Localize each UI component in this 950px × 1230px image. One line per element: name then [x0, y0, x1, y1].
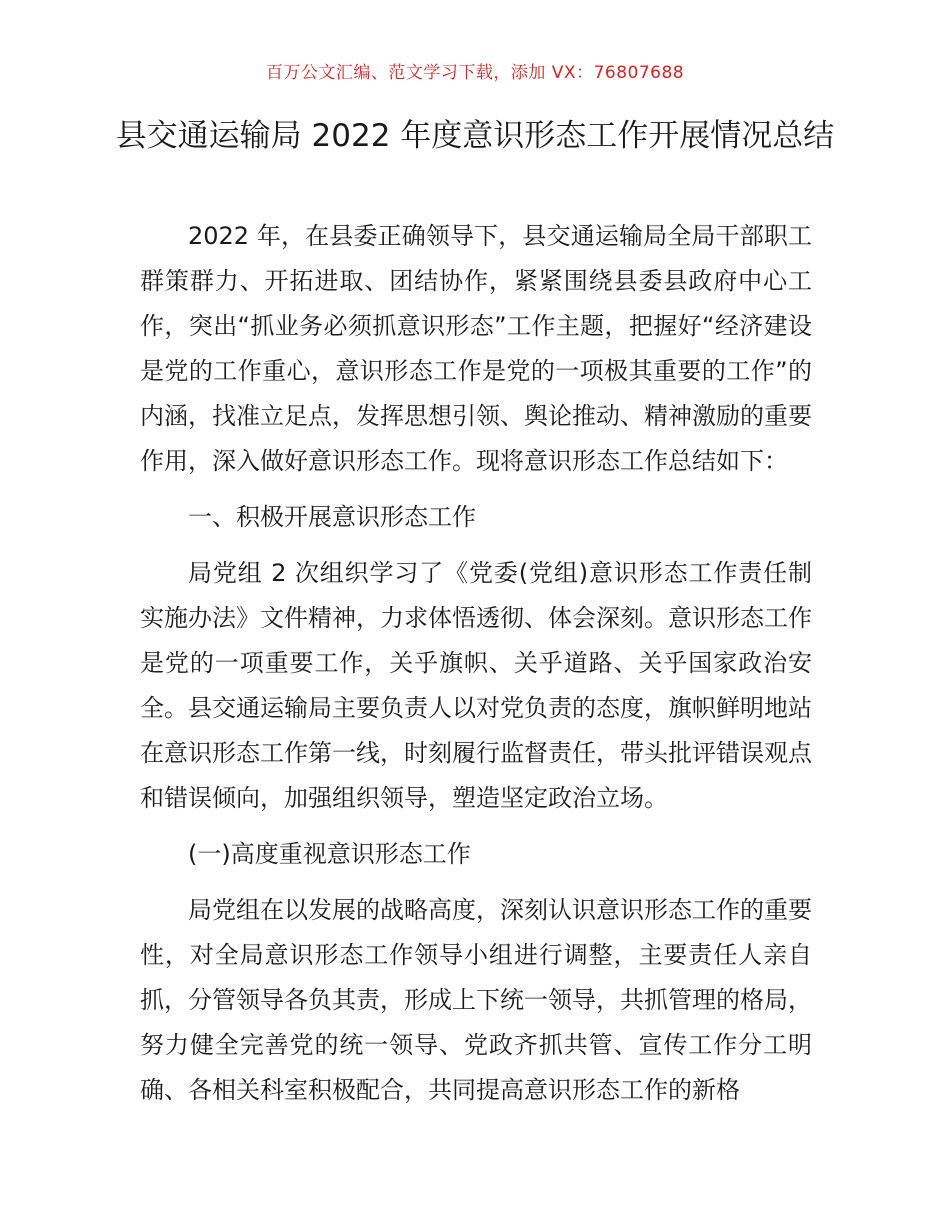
section-heading-1: 一、积极开展意识形态工作 [188, 503, 476, 531]
paragraph-section-1: 局党组 2 次组织学习了《党委(党组)意识形态工作责任制实施办法》文件精神，力求体悟透彻、体会深刻。意识形态工作是党的一项重要工作，关乎旗帜、关乎道路、关乎国家政治安全。县交通运输局主要负责人以对党负责的态度，旗帜鲜明地站在意识形态工作第一线，时刻履行监督责任，带头批评错误观点和错误倾向，加强组织领导，塑造坚定政治立场。 [140, 559, 812, 812]
header-watermark-note: 百万公文汇编、范文学习下载，添加 VX：76807688 [265, 63, 685, 83]
document-title: 县交通运输局 2022 年度意识形态工作开展情况总结 [115, 118, 835, 154]
paragraph-subsection-1: 局党组在以发展的战略高度，深刻认识意识形态工作的重要性，对全局意识形态工作领导小组进行调整，主要责任人亲自抓，分管领导各负其责，形成上下统一领导，共抓管理的格局，努力健全完善党的统一领导、党政齐抓共管、宣传工作分工明确、各相关科室积极配合，共同提高意识形态工作的新格 [140, 896, 812, 1104]
document-body [140, 214, 812, 1124]
subsection-heading-1: (一)高度重视意识形态工作 [188, 840, 471, 868]
paragraph-intro: 2022 年，在县委正确领导下，县交通运输局全局干部职工群策群力、开拓进取、团结协作，紧紧围绕县委县政府中心工作，突出“抓业务必须抓意识形态”工作主题，把握好“经济建设是党的工作重心，意识形态工作是党的一项极其重要的工作”的内涵，找准立足点，发挥思想引领、舆论推动、精神激励的重要作用，深入做好意识形态工作。现将意识形态工作总结如下： [140, 222, 812, 475]
